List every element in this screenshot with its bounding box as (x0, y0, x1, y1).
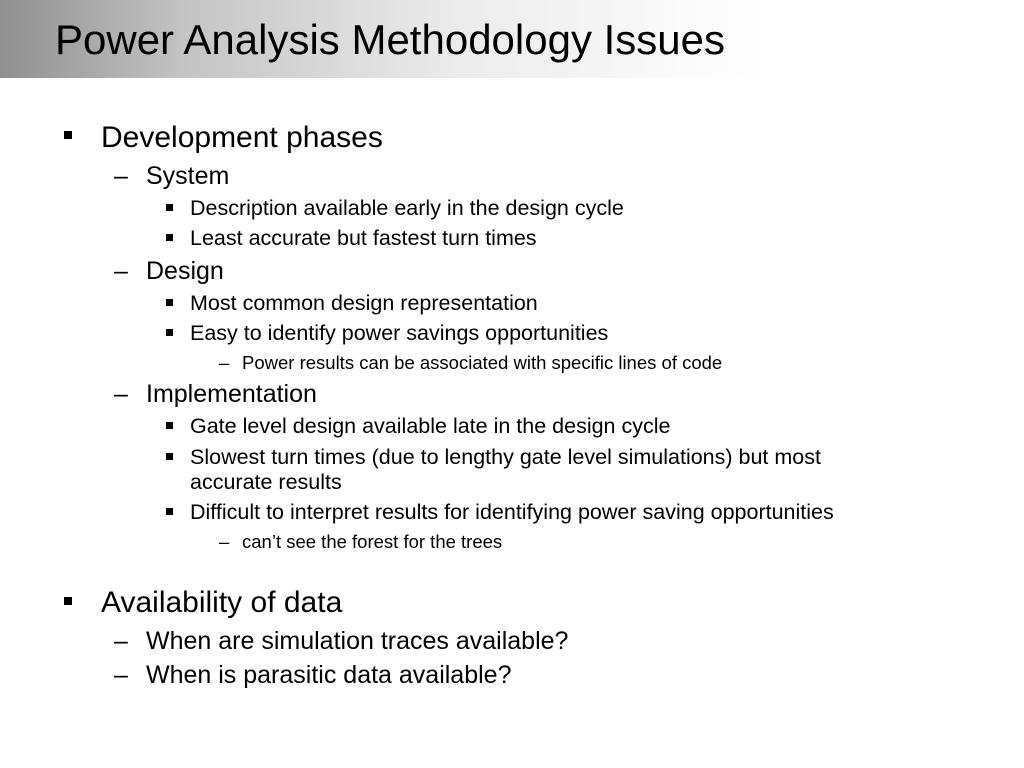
sub-bullet-system: System (146, 162, 230, 190)
dash-bullet-icon: – (219, 531, 230, 552)
square-bullet-icon (166, 329, 173, 336)
square-bullet-icon (166, 422, 173, 429)
bullet-availability-of-data: Availability of data (101, 586, 343, 619)
bullet-development-phases: Development phases (101, 121, 383, 154)
bullet-implementation-difficult: Difficult to interpret results for identifying power saving opportunities (190, 500, 834, 524)
sub-bullet-implementation: Implementation (146, 380, 317, 408)
square-bullet-icon (166, 508, 173, 515)
dash-bullet-icon: – (114, 661, 128, 689)
sub-bullet-design: Design (146, 257, 224, 285)
bullet-design-representation: Most common design representation (190, 291, 538, 315)
bullet-implementation-forest: can’t see the forest for the trees (242, 531, 503, 552)
dash-bullet-icon: – (114, 627, 128, 655)
bullet-design-code-lines: Power results can be associated with specific lines of code (242, 352, 723, 373)
slide-title: Power Analysis Methodology Issues (55, 16, 726, 63)
bullet-implementation-gate-level: Gate level design available late in the design cycle (190, 414, 671, 438)
dash-bullet-icon: – (114, 162, 128, 190)
bullet-implementation-slowest-line2: accurate results (190, 470, 342, 494)
dash-bullet-icon: – (114, 380, 128, 408)
bullet-design-savings: Easy to identify power savings opportunities (190, 321, 609, 345)
square-bullet-icon (64, 597, 72, 605)
dash-bullet-icon: – (114, 257, 128, 285)
bullet-implementation-slowest-line1: Slowest turn times (due to lengthy gate level simulations) but most (190, 445, 821, 469)
bullet-system-description: Description available early in the design cycle (190, 196, 624, 220)
square-bullet-icon (166, 453, 173, 460)
sub-bullet-simulation-traces: When are simulation traces available? (146, 627, 569, 655)
square-bullet-icon (166, 204, 173, 211)
sub-bullet-parasitic-data: When is parasitic data available? (146, 661, 512, 689)
bullet-system-accuracy: Least accurate but fastest turn times (190, 226, 537, 250)
square-bullet-icon (166, 234, 173, 241)
square-bullet-icon (166, 299, 173, 306)
dash-bullet-icon: – (219, 352, 230, 373)
square-bullet-icon (64, 131, 72, 139)
